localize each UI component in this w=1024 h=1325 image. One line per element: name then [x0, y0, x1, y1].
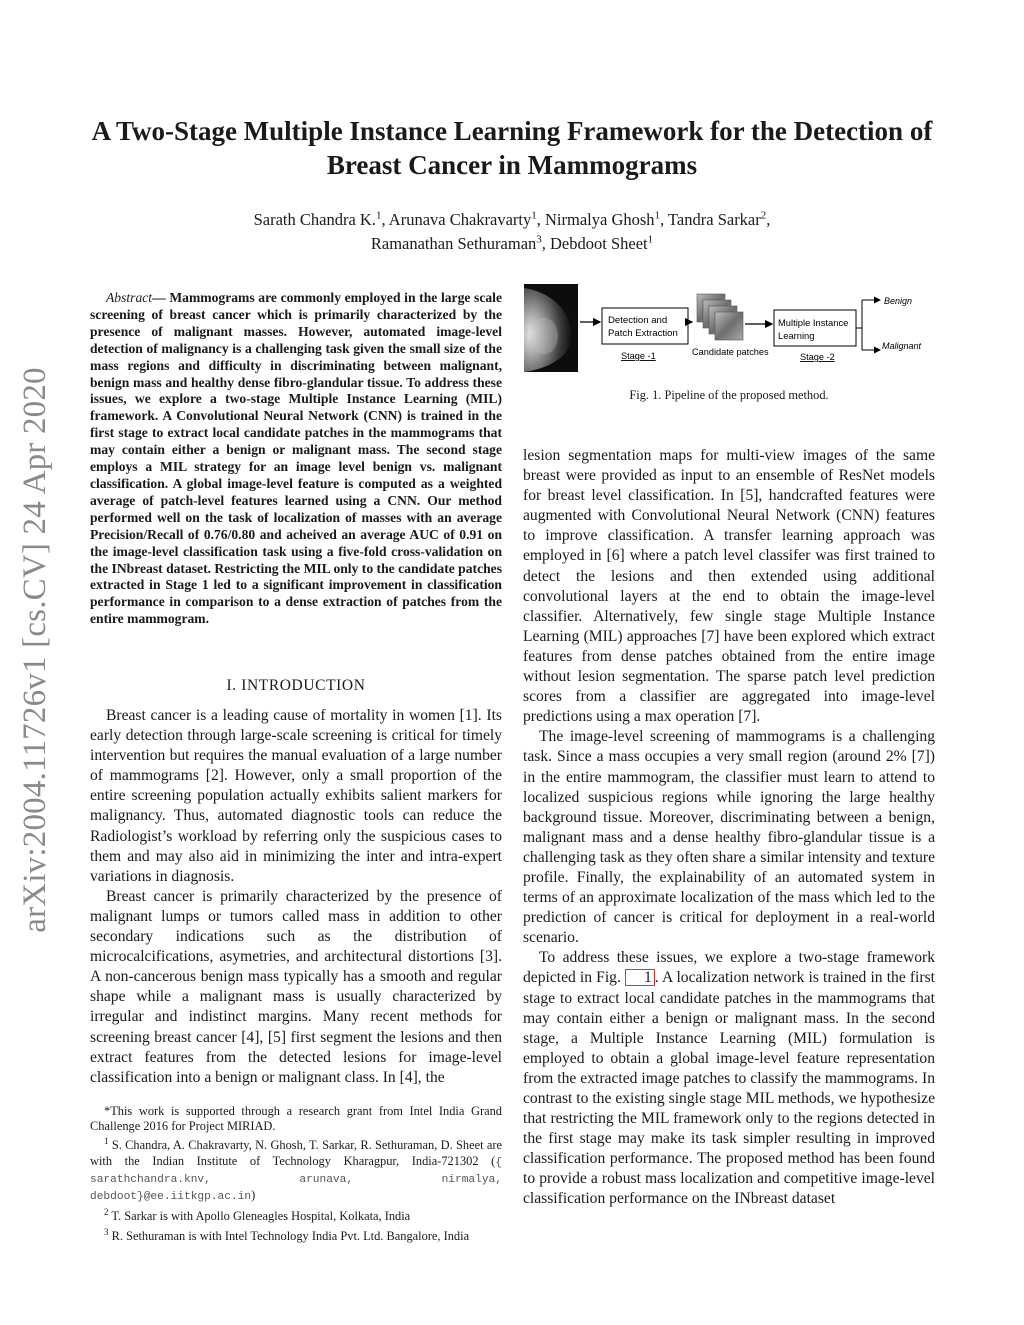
- body-paragraph: [523, 948, 935, 1209]
- email-list: { sarathchandra.knv, arunava, nirmalya, debdoot}@ee.iitkgp.ac.in: [90, 1156, 502, 1204]
- mammogram-thumbnail: [524, 284, 578, 372]
- abstract-label: Abstract: [106, 290, 153, 305]
- affiliation-mark: 2: [760, 209, 767, 222]
- detection-box-label: Patch Extraction: [608, 328, 678, 339]
- abstract-text: — Mammograms are commonly employed in the large scale screening of breast cancer which is primarily characterized by the presence of malignant masses. However, automated image-level detection of malignancy is a challenging task given the small size of the mass regions and difficulty in discriminating between malignant, benign mass and healthy dense fibro-glandular tissue. To address these issues, we explore a two-stage Multiple Instance Learning (MIL) framework. A Convolutional Neural Network (CNN) is trained in the first stage to extract local candidate patches in the mammograms that may contain either a benign or malignant mass. The second stage employs a MIL strategy for an image level benign vs. malignant classification. A global image-level feature is computed as a weighted average of patch-level features learned using a CNN. Our method performed well on the task of localization of masses with an average Precision/Recall of 0.76/0.80 and acheived an average AUC of 0.91 on the image-level classification task using a five-fold cross-validation on the INbreast dataset. Restricting the MIL only to the candidate patches extracted in Stage 1 led to a significant improvement in classification performance in comparison to a dense extraction of patches from the entire mammogram.: [90, 290, 502, 627]
- figure-caption: Fig. 1. Pipeline of the proposed method.: [629, 388, 829, 402]
- mil-box-label: Learning: [778, 330, 815, 341]
- footnote-mark: 1: [104, 1136, 109, 1147]
- body-paragraph: The image-level screening of mammograms is a challenging task. Since a mass occupies a very small region (around 2% [7]) in the entire mammogram, the classifier must learn to attend to localized suspicious regions while ignoring the large healthy background tissue. Moreover, discriminating between a benign, malignant mass and a dense healthy fibro-glandular tissue is a challenging task as they often share a similar intensity and texture profile. Finally, the explainability of an automated system in terms of an approximate localization of the mass which led to the prediction of cancer is critical for deployment in a real-world scenario.: [523, 728, 935, 947]
- body-paragraph: Breast cancer is a leading cause of mortality in women [1]. Its early detection through large-scale screening is critical for timely intervention but requires the manual evaluation of a large number of mammograms [2]. However, only a small proportion of the entire screening population actually exhibits salient markers for malignancy. Thus, automated diagnostic tools can reduce the Radiologist’s workload by referring only the suspicious cases to them and may also aid in minimizing the inter and intra-expert variations in diagnosis.: [90, 707, 502, 885]
- footnote-affiliation-2: [90, 1205, 502, 1224]
- abstract: [90, 290, 502, 628]
- author-name: , Nirmalya Ghosh: [536, 210, 655, 229]
- section-heading-introduction: I. INTRODUCTION: [226, 677, 366, 694]
- paper-title: A Two-Stage Multiple Instance Learning Framework for the Detection of Breast Cancer in Mammograms: [91, 116, 933, 180]
- footnote-affiliation-1: [90, 1134, 502, 1205]
- candidate-patch-stack: [697, 294, 743, 340]
- footnote-text: ): [251, 1188, 256, 1203]
- malignant-label: Malignant: [882, 341, 922, 351]
- author-separator: ,: [766, 210, 771, 229]
- author-list: [100, 208, 924, 256]
- arxiv-identifier: arXiv:2004.11726v1 [cs.CV] 24 Apr 2020: [17, 367, 53, 933]
- affiliation-mark: 1: [375, 209, 382, 222]
- mil-box-label: Multiple Instance: [778, 317, 849, 328]
- author-name: Sarath Chandra K.: [253, 210, 376, 229]
- author-name: , Debdoot Sheet: [541, 234, 648, 253]
- author-name: Ramanathan Sethuraman: [370, 234, 537, 253]
- author-name: , Tandra Sarkar: [660, 210, 761, 229]
- body-paragraph: lesion segmentation maps for multi-view images of the same breast were provided as input to an ensemble of ResNet models for breast level classification. In [5], handcrafted features were augmented with Convolutional Neural Network (CNN) features to improve classification. A transfer learning approach was employed in [6] where a patch level classifer was first trained to detect the lesions and then extended using additional convolutional layers at the end to obtain the image-level classifier. Alternatively, few single stage Multiple Instance Learning (MIL) approaches [7] have been explored which extract features from dense patches obtained from the entire image without lesion segmentation. The sparse patch level prediction scores from a classifier are aggregated into image-level predictions using a max operation [7].: [523, 447, 935, 726]
- footnote-text: T. Sarkar is with Apollo Gleneagles Hospital, Kolkata, India: [108, 1209, 411, 1224]
- right-column-body: [523, 446, 935, 1210]
- footnote-mark: 2: [104, 1207, 109, 1218]
- affiliation-mark: 1: [531, 209, 537, 222]
- body-paragraph: Breast cancer is primarily characterized by the presence of malignant lumps or tumors called mass in addition to other secondary indications such as the distribution of microcalcifications, asymetries, and architectural distortions [3]. A non-cancerous benign mass typically has a smooth and regular shape while a malignant mass is usually characterized by irregular and indistinct margins. Many recent methods for screening breast cancer [4], [5] first segment the lesions and then extract features from the detected lesions for image-level classification into a benign or malignant class. In [4], the: [90, 887, 502, 1086]
- detection-box-label: Detection and: [608, 315, 668, 326]
- introduction-body: [90, 706, 502, 1088]
- paragraph-text: . A localization network is trained in the first stage to extract local candidate patches in the mammograms that may contain either a benign or malignant mass. In the second stage, a Multiple Instance Learning (MIL) formulation is employed to obtain a global image-level feature representation from the extracted image patches to classify the mammograms. In contrast to the existing single stage MIL methods, we hypothesize that restricting the MIL framework only to the regions detected in the first stage may make its task simpler resulting in improved classification performance. The proposed method has been found to provide a robust mass localization and competitive image-level classification performance on the INbreast dataset: [523, 969, 935, 1208]
- affiliation-mark: 1: [654, 209, 661, 222]
- stage-2-label: Stage -2: [800, 352, 835, 362]
- footnote-affiliation-3: [90, 1225, 502, 1244]
- footnote-funding: *This work is supported through a research grant from Intel India Grand Challenge 2016 for Project MIRIAD.: [90, 1104, 502, 1134]
- affiliation-mark: 3: [536, 233, 542, 246]
- stage-1-label: Stage -1: [621, 351, 656, 361]
- affiliation-mark: 1: [647, 233, 654, 246]
- footnote-text: S. Chandra, A. Chakravarty, N. Ghosh, T. Sarkar, R. Sethuraman, D. Sheet are with the Indian Institute of Technology Kharagpur, India-721302 (: [90, 1138, 502, 1168]
- candidate-patches-label: Candidate patches: [692, 347, 769, 357]
- author-name: , Arunava Chakravarty: [381, 210, 532, 229]
- footnote-text: R. Sethuraman is with Intel Technology India Pvt. Ltd. Bangalore, India: [108, 1228, 470, 1243]
- paragraph-text: To address these issues, we explore a two-stage framework depicted in Fig.: [523, 949, 935, 987]
- figure-link[interactable]: 1: [625, 969, 655, 986]
- pipeline-figure: [522, 284, 942, 380]
- footnote-mark: 3: [104, 1226, 109, 1237]
- footnotes: [90, 1104, 502, 1244]
- benign-label: Benign: [884, 296, 913, 306]
